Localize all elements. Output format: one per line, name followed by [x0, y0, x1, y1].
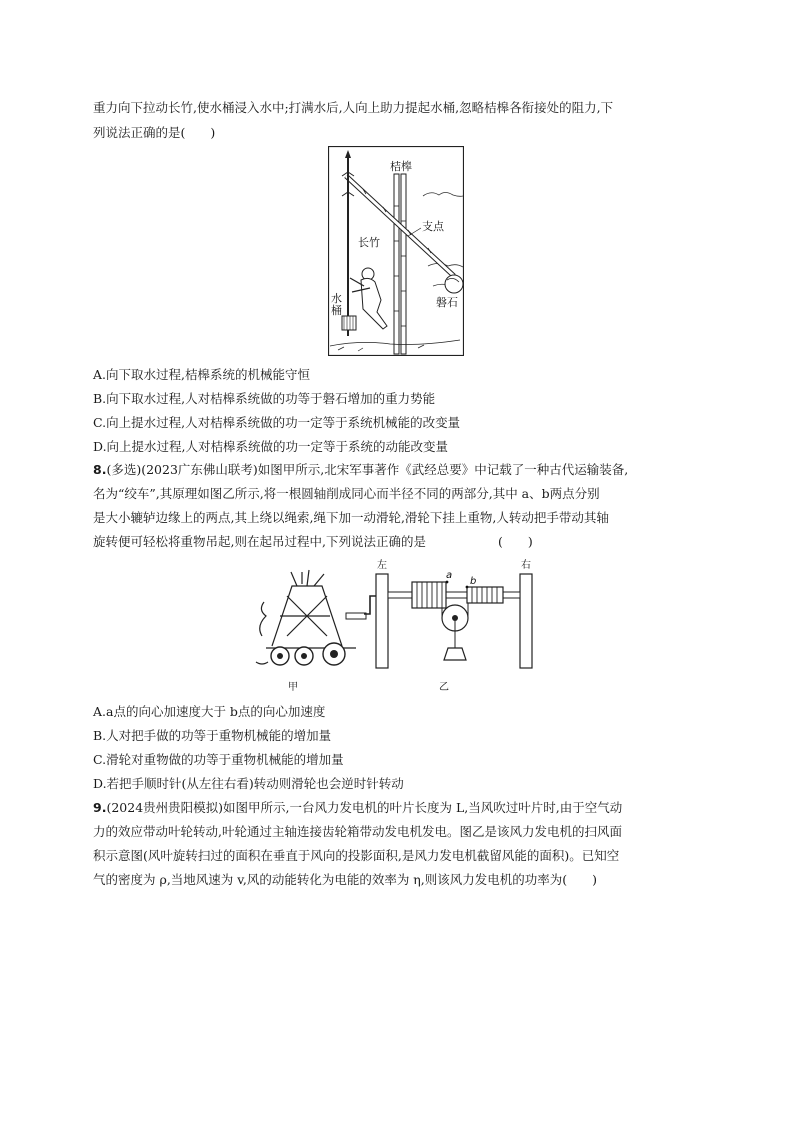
q9-stem-line1 [93, 799, 622, 817]
q8-option-b: B.人对把手做的功等于重物机械能的增加量 [93, 728, 332, 743]
q7-option-a: A.向下取水过程,桔槔系统的机械能守恒 [93, 367, 310, 382]
label-right: 右 [521, 560, 531, 571]
label-point-b: b [470, 576, 477, 587]
label-jiegao: 桔槔 [390, 160, 412, 173]
q7-option-b: B.向下取水过程,人对桔槔系统做的功等于磐石增加的重力势能 [93, 391, 436, 406]
q9-stem-line2: 力的效应带动叶轮转动,叶轮通过主轴连接齿轮箱带动发电机发电。图乙是该风力发电机的扫风面 [93, 824, 622, 839]
q8-number: 8. [93, 462, 107, 477]
q8-stem-line4 [93, 533, 533, 551]
label-shuitong-1: 水 [331, 292, 342, 305]
label-panshi: 磐石 [436, 296, 458, 309]
label-point-a: a [446, 570, 453, 581]
q8-bracket: ( ) [497, 534, 533, 549]
label-yi: 乙 [439, 682, 449, 693]
jiegao-illustration [328, 146, 464, 356]
q8-option-a: A.a点的向心加速度大于 b点的向心加速度 [93, 704, 326, 719]
q7-stem-line2: 列说法正确的是( ) [93, 125, 216, 140]
label-zhidian: 支点 [422, 220, 444, 233]
q8-stem-line2: 名为“绞车”,其原理如图乙所示,将一根圆轴削成同心而半径不同的两部分,其中 a、b两点分别 [93, 486, 600, 501]
q7-stem-line1: 重力向下拉动长竹,使水桶浸入水中;打满水后,人向上助力提起水桶,忽略桔槔各衔接处的阻力,下 [93, 100, 614, 115]
q9-stem-line4: 气的密度为 ρ,当地风速为 v,风的动能转化为电能的效率为 η,则该风力发电机的功率为( ) [93, 872, 598, 887]
q9-stem-text1: (2024贵州贵阳模拟)如图甲所示,一台风力发电机的叶片长度为 L,当风吹过叶片时,由于空气动 [106, 800, 623, 815]
jiaoche-figure [252, 556, 552, 696]
q8-stem-line1 [93, 461, 628, 479]
q7-option-d: D.向上提水过程,人对桔槔系统做的功一定等于系统的动能改变量 [93, 439, 449, 454]
jiaoche-illustration [252, 556, 552, 696]
q8-stem-text1: (多选)(2023广东佛山联考)如图甲所示,北宋军事著作《武经总要》中记载了一种古代运输装备, [106, 462, 629, 477]
q8-stem-text4: 旋转便可轻松将重物吊起,则在起吊过程中,下列说法正确的是 [93, 534, 426, 549]
label-left: 左 [377, 560, 387, 571]
label-jia: 甲 [288, 682, 298, 693]
q9-stem-line3: 积示意图(风叶旋转扫过的面积在垂直于风向的投影面积,是风力发电机截留风能的面积)。已知空 [93, 848, 620, 863]
q8-stem-line3: 是大小辘轳边缘上的两点,其上绕以绳索,绳下加一动滑轮,滑轮下挂上重物,人转动把手带动其轴 [93, 510, 609, 525]
q7-option-c: C.向上提水过程,人对桔槔系统做的功一定等于系统机械能的改变量 [93, 415, 461, 430]
label-changzhu: 长竹 [358, 236, 380, 249]
q8-option-c: C.滑轮对重物做的功等于重物机械能的增加量 [93, 752, 344, 767]
q8-option-d: D.若把手顺时针(从左往右看)转动则滑轮也会逆时针转动 [93, 776, 404, 791]
label-shuitong-2: 桶 [331, 304, 342, 317]
q9-number: 9. [93, 800, 107, 815]
jiegao-figure [328, 146, 464, 356]
